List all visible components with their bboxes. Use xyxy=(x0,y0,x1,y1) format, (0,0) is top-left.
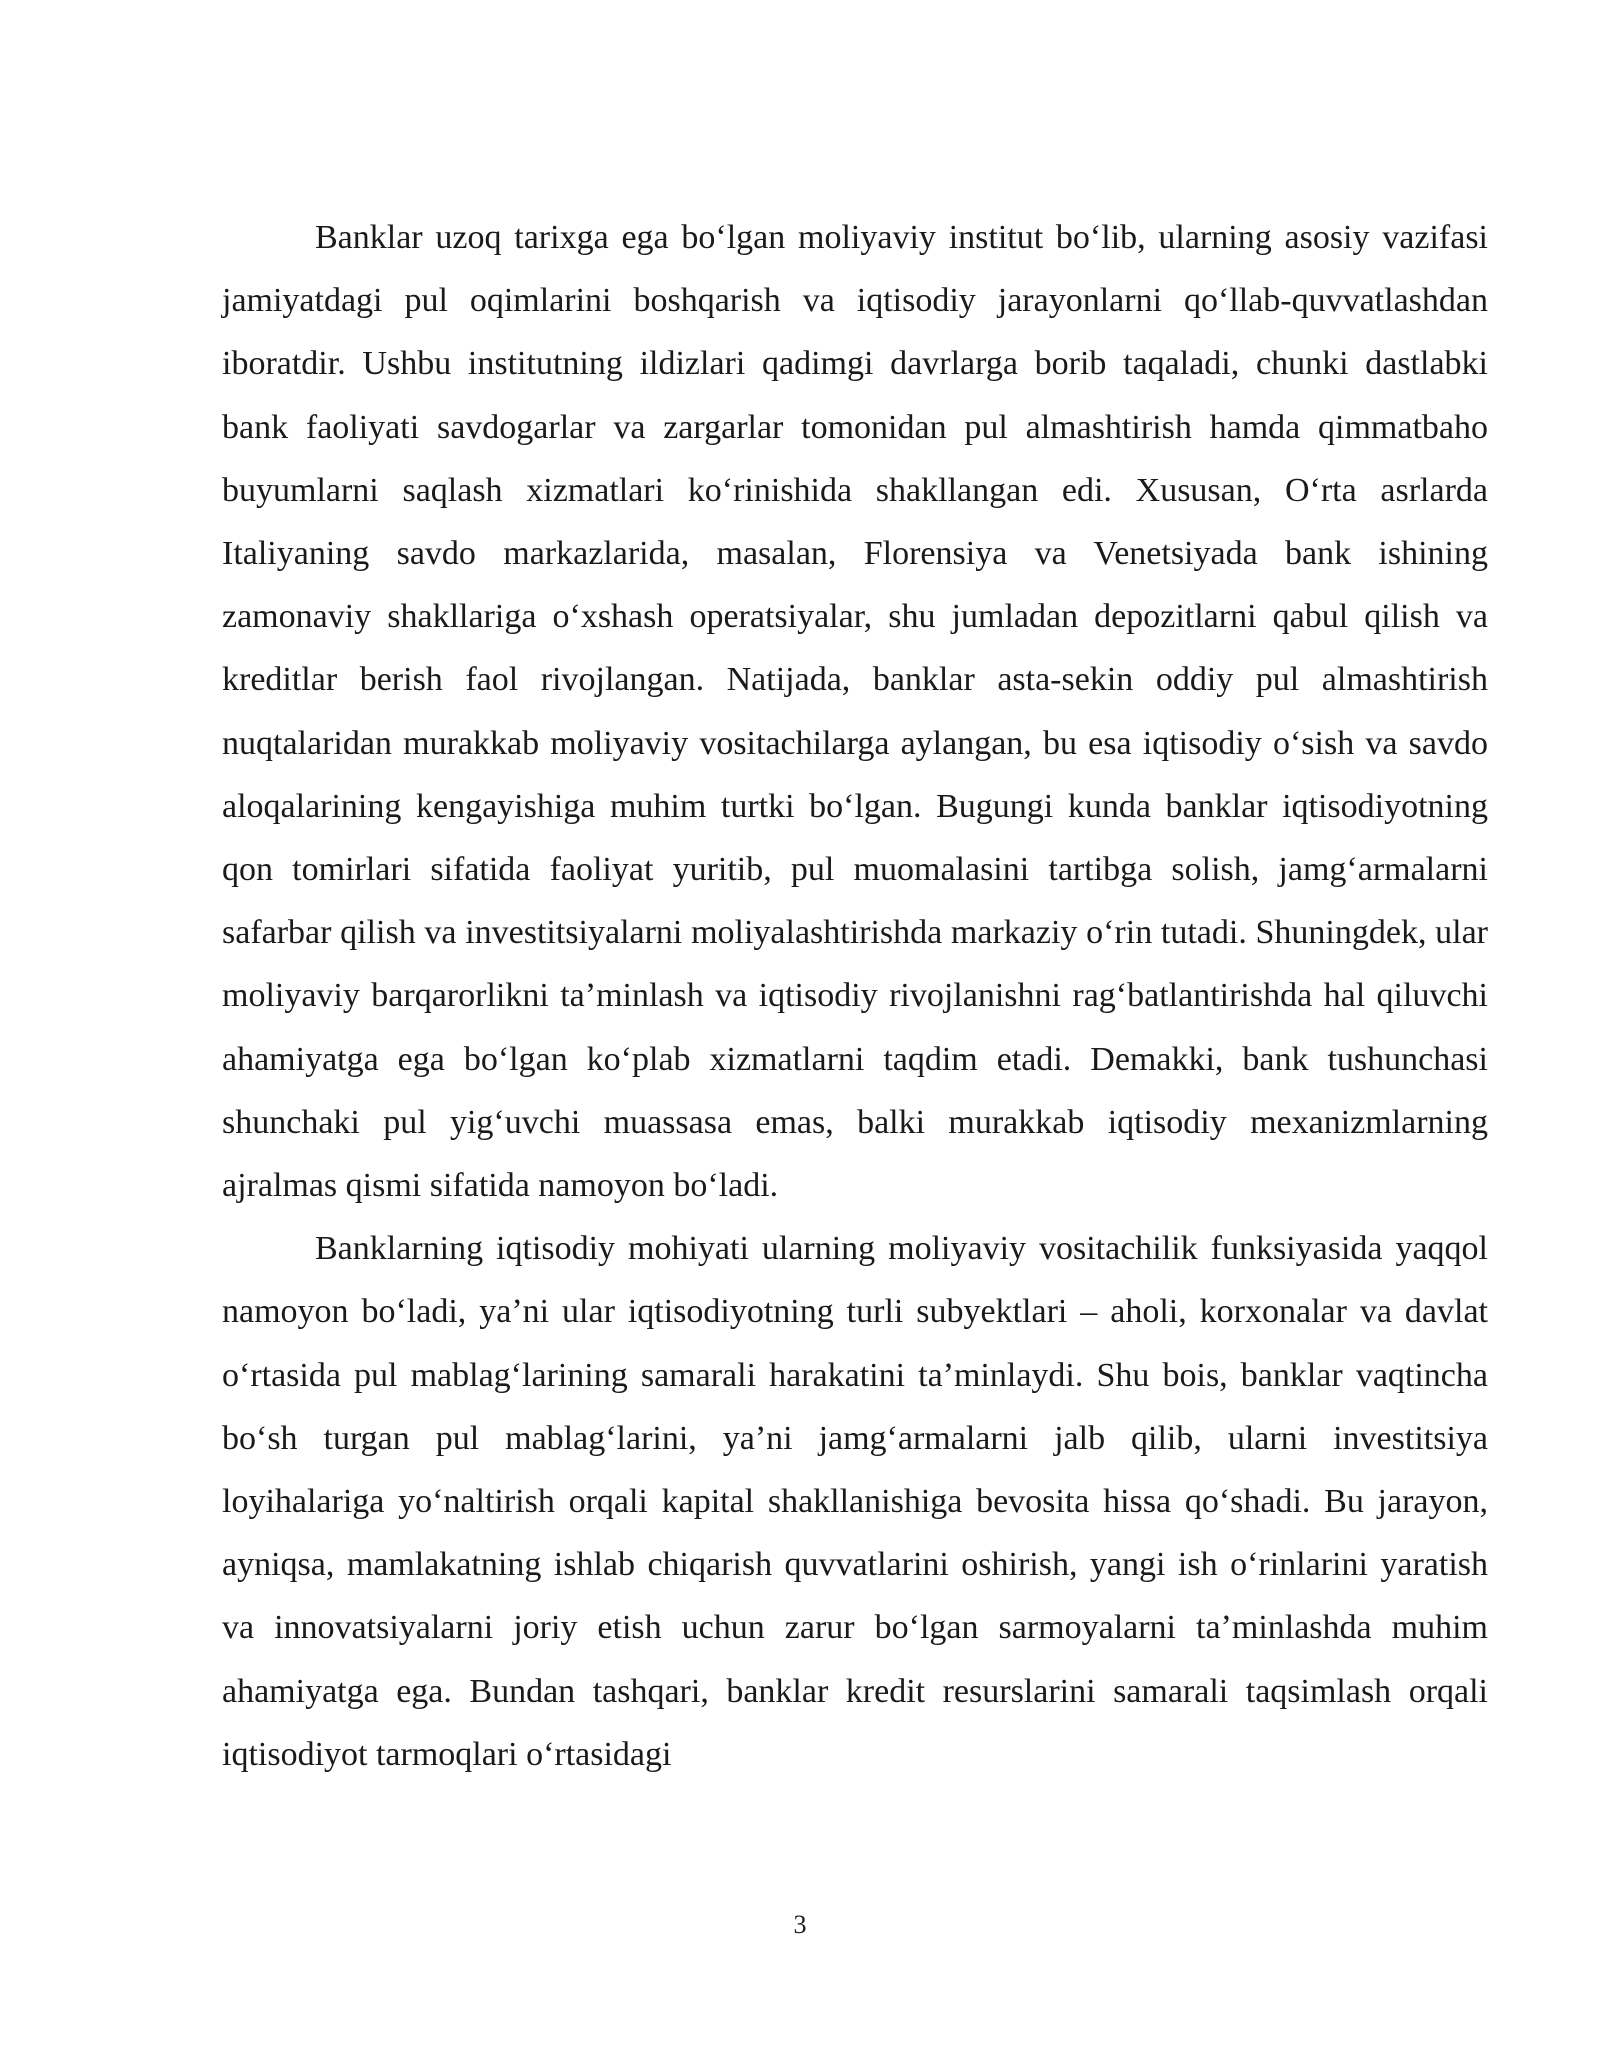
body-text xyxy=(222,206,1488,1786)
paragraph-1: Banklar uzoq tarixga ega boʻlgan moliyaviy institut boʻlib, ularning asosiy vazifasi jamiyatdagi pul oqimlarini boshqarish va iqtisodiy jarayonlarni qoʻllab-quvvatlashdan iboratdir. Ushbu institutning ildizlari qadimgi davrlarga borib taqaladi, chunki dastlabki bank faoliyati savdogarlar va zargarlar tomonidan pul almashtirish hamda qimmatbaho buyumlarni saqlash xizmatlari koʻrinishida shakllangan edi. Xususan, Oʻrta asrlarda Italiyaning savdo markazlarida, masalan, Florensiya va Venetsiyada bank ishining zamonaviy shakllariga oʻxshash operatsiyalar, shu jumladan depozitlarni qabul qilish va kreditlar berish faol rivojlangan. Natijada, banklar asta-sekin oddiy pul almashtirish nuqtalaridan murakkab moliyaviy vositachilarga aylangan, bu esa iqtisodiy oʻsish va savdo aloqalarining kengayishiga muhim turtki boʻlgan. Bugungi kunda banklar iqtisodiyotning qon tomirlari sifatida faoliyat yuritib, pul muomalasini tartibga solish, jamgʻarmalarni safarbar qilish va investitsiyalarni moliyalashtirishda markaziy oʻrin tutadi. Shuningdek, ular moliyaviy barqarorlikni taʼminlash va iqtisodiy rivojlanishni ragʻbatlantirishda hal qiluvchi ahamiyatga ega boʻlgan koʻplab xizmatlarni taqdim etadi. Demakki, bank tushunchasi shunchaki pul yigʻuvchi muassasa emas, balki murakkab iqtisodiy mexanizmlarning ajralmas qismi sifatida namoyon boʻladi. xyxy=(222,219,1488,1205)
page-number: 3 xyxy=(793,1910,807,1939)
paragraph-2: Banklarning iqtisodiy mohiyati ularning moliyaviy vositachilik funksiyasida yaqqol namoyon boʻladi, yaʼni ular iqtisodiyotning turli subyektlari – aholi, korxonalar va davlat oʻrtasida pul mablagʻlarining samarali harakatini taʼminlaydi. Shu bois, banklar vaqtincha boʻsh turgan pul mablagʻlarini, yaʼni jamgʻarmalarni jalb qilib, ularni investitsiya loyihalariga yoʻnaltirish orqali kapital shakllanishiga bevosita hissa qoʻshadi. Bu jarayon, ayniqsa, mamlakatning ishlab chiqarish quvvatlarini oshirish, yangi ish oʻrinlarini yaratish va innovatsiyalarni joriy etish uchun zarur boʻlgan sarmoyalarni taʼminlashda muhim ahamiyatga ega. Bundan tashqari, banklar kredit resurslarini samarali taqsimlash orqali iqtisodiyot tarmoqlari oʻrtasidagi xyxy=(222,1230,1488,1773)
